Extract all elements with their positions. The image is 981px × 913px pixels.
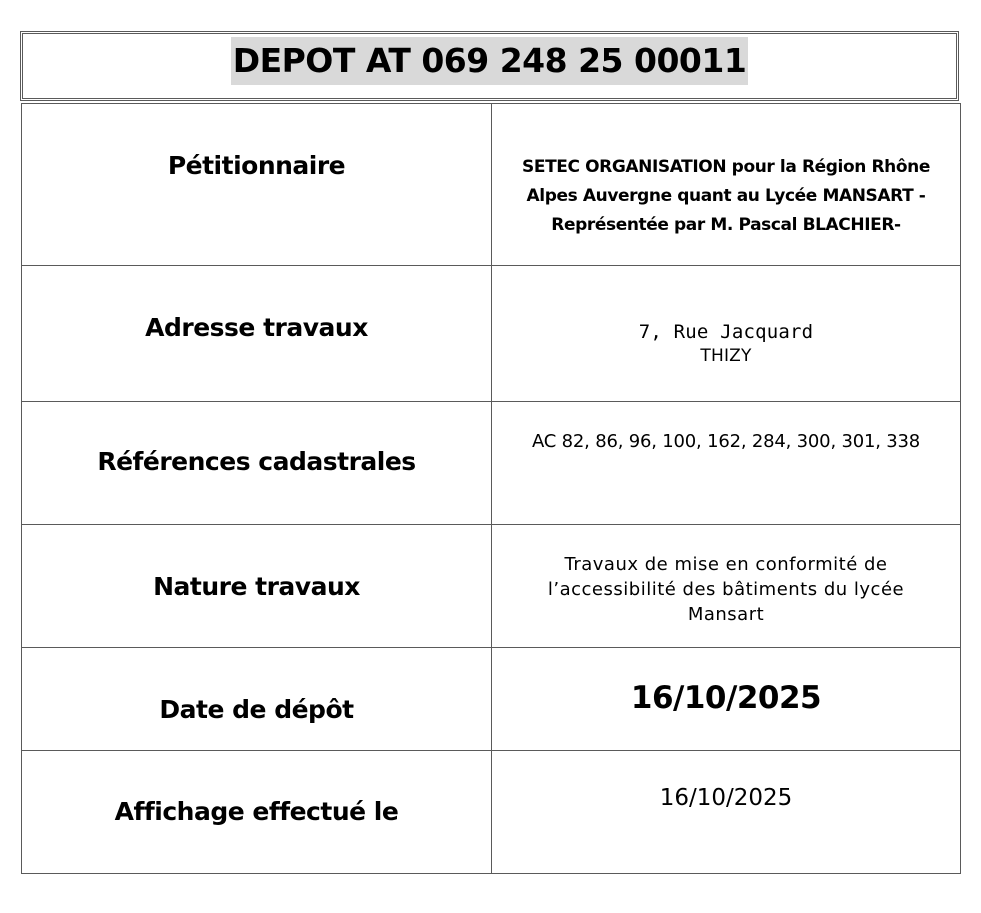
label-cell xyxy=(22,525,492,648)
value-cell xyxy=(492,648,961,751)
value-line: Travaux de mise en conformité de xyxy=(564,554,888,575)
label-cell xyxy=(22,104,492,266)
label-cell xyxy=(22,648,492,751)
row-petitionnaire xyxy=(22,104,961,266)
row-affichage xyxy=(22,751,961,874)
value-line: Alpes Auvergne quant au Lycée MANSART - xyxy=(526,186,926,206)
label-nature: Nature travaux xyxy=(153,572,360,601)
value-date-depot: 16/10/2025 xyxy=(630,680,822,716)
value-cell xyxy=(492,402,961,525)
value-nature xyxy=(498,552,954,627)
document-title: DEPOT AT 069 248 25 00011 xyxy=(231,37,749,85)
value-cell xyxy=(492,104,961,266)
value-line: l’accessibilité des bâtiments du lycée xyxy=(547,579,905,600)
value-affichage: 16/10/2025 xyxy=(659,785,793,811)
info-table xyxy=(21,103,961,874)
value-references: AC 82, 86, 96, 100, 162, 284, 300, 301, 338 xyxy=(531,431,921,452)
label-petitionnaire: Pétitionnaire xyxy=(167,151,346,180)
row-nature xyxy=(22,525,961,648)
label-date-depot: Date de dépôt xyxy=(159,695,354,724)
label-affichage: Affichage effectué le xyxy=(114,797,399,826)
document-title-wrap xyxy=(21,37,958,85)
value-cell xyxy=(492,266,961,402)
row-references xyxy=(22,402,961,525)
value-petitionnaire xyxy=(498,153,954,240)
value-line: Représentée par M. Pascal BLACHIER- xyxy=(551,215,901,235)
value-line: Mansart xyxy=(687,604,765,625)
value-cell xyxy=(492,751,961,874)
value-adresse xyxy=(498,319,954,366)
row-date-depot xyxy=(22,648,961,751)
row-adresse xyxy=(22,266,961,402)
label-adresse: Adresse travaux xyxy=(145,313,368,342)
label-references: Références cadastrales xyxy=(97,447,416,476)
value-line: SETEC ORGANISATION pour la Région Rhône xyxy=(522,157,930,177)
label-cell xyxy=(22,266,492,402)
value-cell xyxy=(492,525,961,648)
label-cell xyxy=(22,751,492,874)
title-box xyxy=(20,31,959,101)
label-cell xyxy=(22,402,492,525)
value-line: THIZY xyxy=(700,346,752,366)
value-line: 7, Rue Jacquard xyxy=(638,321,814,343)
